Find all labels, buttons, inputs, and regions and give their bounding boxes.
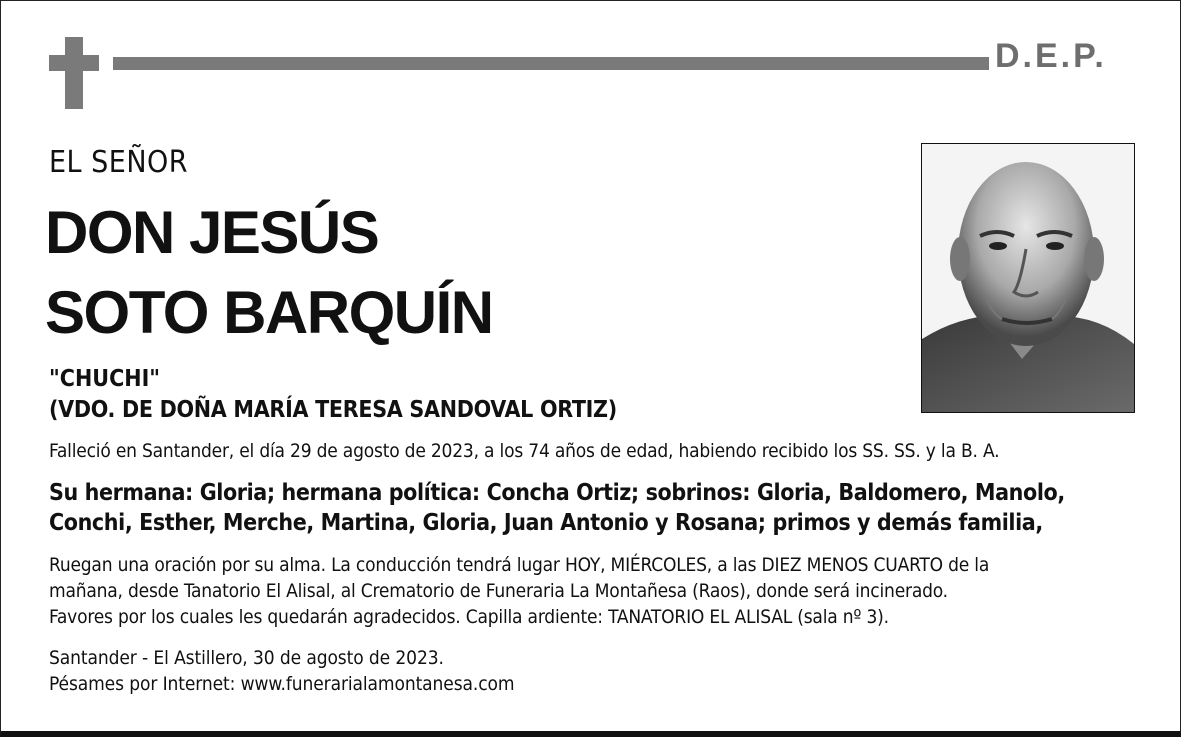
widower-of: (VDO. DE DOÑA MARÍA TERESA SANDOVAL ORTIZ) — [49, 397, 617, 423]
deceased-name-line2: SOTO BARQUÍN — [45, 279, 493, 346]
cross-horizontal-bar — [49, 55, 99, 71]
prayer-paragraph — [49, 552, 989, 630]
family-line: Su hermana: Gloria; hermana política: Concha Ortiz; sobrinos: Gloria, Baldomero, Manolo, — [49, 480, 1065, 506]
dep-label: D.E.P. — [995, 37, 1107, 75]
prayer-line: Favores por los cuales les quedarán agradecidos. Capilla ardiente: TANATORIO EL ALISAL (sala nº 3). — [49, 606, 889, 628]
closing-block — [49, 645, 514, 697]
honorific: EL SEÑOR — [49, 145, 189, 180]
family-list — [49, 478, 1065, 538]
condolences-url: Pésames por Internet: www.funerarialamontanesa.com — [49, 673, 515, 695]
family-line: Conchi, Esther, Merche, Martina, Gloria, Juan Antonio y Rosana; primos y demás familia, — [49, 510, 1043, 536]
death-notice: Falleció en Santander, el día 29 de agosto de 2023, a los 74 años de edad, habiendo recibido los SS. SS. y la B. A. — [49, 440, 1000, 462]
deceased-photo — [921, 143, 1135, 413]
deceased-name-line1: DON JESÚS — [45, 199, 379, 266]
nickname: "CHUCHI" — [49, 366, 161, 392]
prayer-line: Ruegan una oración por su alma. La conducción tendrá lugar HOY, MIÉRCOLES, a las DIEZ MENOS CUARTO de la — [49, 554, 990, 576]
cross-vertical-bar — [65, 37, 83, 109]
prayer-line: mañana, desde Tanatorio El Alisal, al Crematorio de Funeraria La Montañesa (Raos), donde será incinerado. — [49, 580, 948, 602]
place-date: Santander - El Astillero, 30 de agosto de 2023. — [49, 647, 444, 669]
header-rule — [113, 57, 989, 70]
